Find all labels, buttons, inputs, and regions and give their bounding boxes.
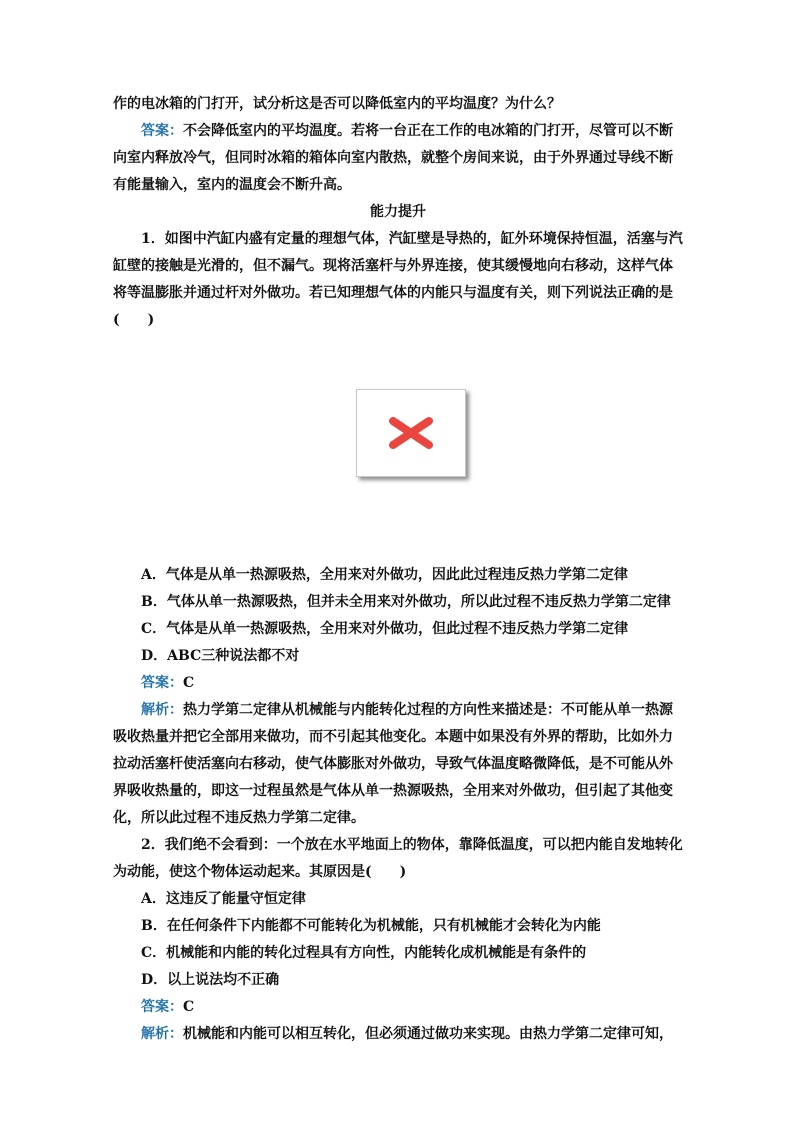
analysis-line <box>113 697 683 724</box>
answer-line <box>113 670 683 697</box>
answer-label: 答案： <box>141 999 183 1015</box>
answer-value: C <box>183 999 195 1015</box>
analysis-line: 化，所以此过程不违反热力学第二定律。 <box>113 810 365 826</box>
analysis-line: 吸收热量并把它全部用来做功，而不引起其他变化。本题中如果没有外界的帮助，比如外力 <box>113 729 673 745</box>
analysis-label: 解析： <box>141 1026 183 1042</box>
option-b: B．气体从单一热源吸热，但并未全用来对外做功，所以此过程不违反热力学第二定律 <box>141 594 671 610</box>
section-title: 能力提升 <box>370 204 426 220</box>
answer-text: 不会降低室内的平均温度。若将一台正在工作的电冰箱的门打开，尽管可以不断 <box>183 123 673 139</box>
answer-line: 有能量输入，室内的温度会不断升高。 <box>113 177 351 193</box>
analysis-label: 解析： <box>141 702 183 718</box>
answer-label: 答案： <box>141 123 183 139</box>
question-1-stem: 缸壁的接触是光滑的，但不漏气。现将活塞杆与外界连接，使其缓慢地向右移动，这样气体 <box>113 258 673 274</box>
option-d: D．ABC三种说法都不对 <box>141 648 300 664</box>
analysis-line <box>113 1021 683 1048</box>
figure-area <box>113 334 683 562</box>
option-a: A．气体是从单一热源吸热，全用来对外做功，因此此过程违反热力学第二定律 <box>141 567 628 583</box>
option-d: D．以上说法均不正确 <box>141 972 280 988</box>
question-2-stem: 为动能，使这个物体运动起来。其原因是( ) <box>113 864 407 880</box>
analysis-line: 界吸收热量的，即这一过程虽然是气体从单一热源吸热，全用来对外做功，但引起了其他变 <box>113 783 673 799</box>
question-text-tail: 作的电冰箱的门打开，试分析这是否可以降低室内的平均温度？为什么？ <box>113 96 561 112</box>
analysis-text: 热力学第二定律从机械能与内能转化过程的方向性来描述是：不可能从单一热源 <box>183 702 673 718</box>
option-c: C．机械能和内能的转化过程具有方向性，内能转化成机械能是有条件的 <box>141 945 587 961</box>
question-2-stem: 2．我们绝不会看到：一个放在水平地面上的物体，靠降低温度，可以把内能自发地转化 <box>141 837 683 853</box>
answer-value: C <box>183 675 195 691</box>
analysis-line: 拉动活塞杆使活塞向右移动，使气体膨胀对外做功，导致气体温度略微降低，是不可能从外 <box>113 756 673 772</box>
answer-line <box>113 994 683 1021</box>
red-cross-icon <box>387 416 435 450</box>
answer-line: 向室内释放冷气，但同时冰箱的箱体向室内散热，就整个房间来说，由于外界通过导线不断 <box>113 150 673 166</box>
question-1-stem: 将等温膨胀并通过杆对外做功。若已知理想气体的内能只与温度有关，则下列说法正确的是 <box>113 285 673 301</box>
analysis-text: 机械能和内能可以相互转化，但必须通过做功来实现。由热力学第二定律可知， <box>183 1026 673 1042</box>
answer-label: 答案： <box>141 675 183 691</box>
option-a: A．这违反了能量守恒定律 <box>141 891 306 907</box>
broken-image-icon <box>356 389 466 477</box>
answer-line <box>113 118 683 145</box>
option-c: C．气体是从单一热源吸热，全用来对外做功，但此过程不违反热力学第二定律 <box>141 621 629 637</box>
document-body <box>113 91 683 1048</box>
option-b: B．在任何条件下内能都不可能转化为机械能，只有机械能才会转化为内能 <box>141 918 601 934</box>
question-1-stem: 1．如图中汽缸内盛有定量的理想气体，汽缸壁是导热的，缸外环境保持恒温，活塞与汽 <box>141 231 683 247</box>
question-1-stem: ( ) <box>113 312 155 328</box>
